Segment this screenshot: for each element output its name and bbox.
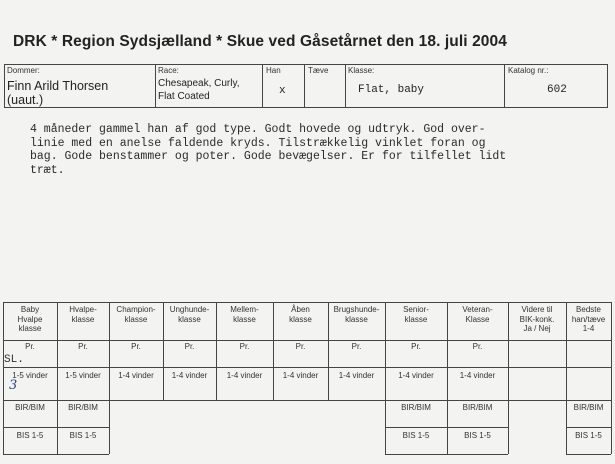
class-header-line: klasse xyxy=(404,314,428,324)
bis-cell: BIS 1-5 xyxy=(16,431,44,440)
grid-bir-line xyxy=(566,427,611,428)
class-header-5 xyxy=(273,305,328,324)
class-header-line: Bedste xyxy=(576,305,601,314)
class-header-line: Champion- xyxy=(116,305,156,314)
vinder-cell: 1-4 vinder xyxy=(171,371,208,380)
grid-lower-col-line xyxy=(611,400,612,454)
class-header-line: klasse xyxy=(233,314,256,324)
vinder-cell: 1-4 vinder xyxy=(459,371,496,380)
grid-bir-line xyxy=(3,427,109,428)
class-header-line: Åben xyxy=(291,305,310,314)
class-header-line: klasse xyxy=(18,324,42,333)
pr-cell: Pr. xyxy=(472,342,483,351)
grid-bottom-line xyxy=(3,454,109,455)
class-header-line: Senior- xyxy=(403,305,429,314)
grid-pr-line xyxy=(3,367,611,368)
class-header-10 xyxy=(566,305,611,334)
class-header-6 xyxy=(328,305,385,324)
pr-cell: Pr. xyxy=(411,342,421,351)
class-header-3 xyxy=(163,305,216,324)
bir-bim-cell: BIR/BIM xyxy=(462,403,493,412)
class-header-line: Hvalpe- xyxy=(69,305,97,314)
male-label: Han xyxy=(266,66,281,75)
class-header-line: Videre til xyxy=(521,305,553,314)
breed-value-1: Chesapeak, Curly, xyxy=(158,78,240,89)
class-header-line: Brugshunde- xyxy=(333,305,380,314)
class-box xyxy=(345,64,505,108)
judge-status: (uaut.) xyxy=(7,93,44,107)
bir-bim-cell: BIR/BIM xyxy=(68,403,98,412)
vinder-cell: 1-5 vinder xyxy=(65,371,101,380)
catalog-box xyxy=(504,64,608,108)
breed-value-2: Flat Coated xyxy=(158,91,210,102)
vinder-cell: 1-4 vinder xyxy=(282,371,319,380)
handwritten-sl: SL. xyxy=(4,354,24,366)
grid-bir-line xyxy=(385,427,508,428)
pr-cell: Pr. xyxy=(239,342,250,351)
class-header-line: BIK-konk. xyxy=(519,314,555,324)
female-label: Tæve xyxy=(308,66,329,75)
class-header-line: Mellem- xyxy=(230,305,259,314)
grid-lower-col-line xyxy=(109,400,110,454)
class-header-0 xyxy=(3,305,57,334)
judge-box xyxy=(4,64,156,108)
bir-bim-cell: BIR/BIM xyxy=(573,403,604,412)
grid-top-line xyxy=(3,302,611,303)
vinder-cell: 1-5 vinder xyxy=(12,371,48,380)
pr-cell: Pr. xyxy=(351,342,362,351)
class-header-line: Ja / Nej xyxy=(523,324,551,333)
male-mark: x xyxy=(279,85,286,97)
bis-cell: BIS 1-5 xyxy=(464,431,491,440)
class-header-line: klasse xyxy=(178,314,201,324)
vinder-cell: 1-4 vinder xyxy=(338,371,375,380)
pr-cell: Pr. xyxy=(25,342,35,351)
vinder-cell: 1-4 vinder xyxy=(118,371,154,380)
grid-lower-col-line xyxy=(508,400,509,454)
class-value: Flat, baby xyxy=(358,84,425,96)
page-title: DRK * Region Sydsjælland * Skue ved Gåsetårnet den 18. juli 2004 xyxy=(13,33,507,50)
grid-bottom-line xyxy=(566,454,611,455)
male-box xyxy=(262,64,305,108)
bis-cell: BIS 1-5 xyxy=(575,431,602,440)
bis-cell: BIS 1-5 xyxy=(402,431,430,440)
grid-bottom-line xyxy=(385,454,508,455)
grid-header-line xyxy=(3,340,611,341)
class-header-line: klasse xyxy=(289,314,312,324)
judge-label: Dommer: xyxy=(7,66,40,75)
class-header-9 xyxy=(508,305,566,334)
class-header-line: Veteran- xyxy=(462,305,493,314)
class-label: Klasse: xyxy=(348,66,375,75)
class-header-8 xyxy=(447,305,508,324)
critique-text: 4 måneder gammel han af god type. Godt hovede og udtryk. God over- linie med en anelse faldende kryds. Tilstrækkelig vinklet foran og bag. Gode benstammer og poter. Gode bevægelser. Er for tilfellet lidt træt. xyxy=(30,123,507,177)
pr-cell: Pr. xyxy=(184,342,195,351)
handwritten-placement: 3 xyxy=(9,378,18,393)
female-box xyxy=(304,64,346,108)
bis-cell: BIS 1-5 xyxy=(69,431,97,440)
pr-cell: Pr. xyxy=(131,342,141,351)
class-header-7 xyxy=(385,305,447,324)
pr-cell: Pr. xyxy=(295,342,306,351)
class-header-line: klasse xyxy=(124,314,148,324)
class-header-line: 1-4 xyxy=(582,324,595,333)
class-header-line: klasse xyxy=(71,314,95,324)
judge-name: Finn Arild Thorsen xyxy=(7,79,109,93)
vinder-cell: 1-4 vinder xyxy=(398,371,434,380)
class-header-line: Hvalpe xyxy=(17,314,43,324)
class-header-line: Klasse xyxy=(465,314,490,324)
class-header-4 xyxy=(216,305,273,324)
pr-cell: Pr. xyxy=(78,342,88,351)
class-header-1 xyxy=(57,305,109,324)
class-header-line: klasse xyxy=(345,314,368,324)
class-header-2 xyxy=(109,305,163,324)
breed-label: Race: xyxy=(158,66,179,75)
class-header-line: Baby xyxy=(20,305,40,314)
bir-bim-cell: BIR/BIM xyxy=(401,403,431,412)
catalog-number: 602 xyxy=(547,84,567,96)
grid-col-line xyxy=(611,302,612,400)
grid-vinder-line xyxy=(3,400,611,401)
class-header-line: han/tæve xyxy=(571,314,606,324)
catalog-label: Katalog nr.: xyxy=(508,66,549,75)
breed-box xyxy=(155,64,263,108)
bir-bim-cell: BIR/BIM xyxy=(15,403,45,412)
vinder-cell: 1-4 vinder xyxy=(226,371,263,380)
class-header-line: Unghunde- xyxy=(169,305,210,314)
